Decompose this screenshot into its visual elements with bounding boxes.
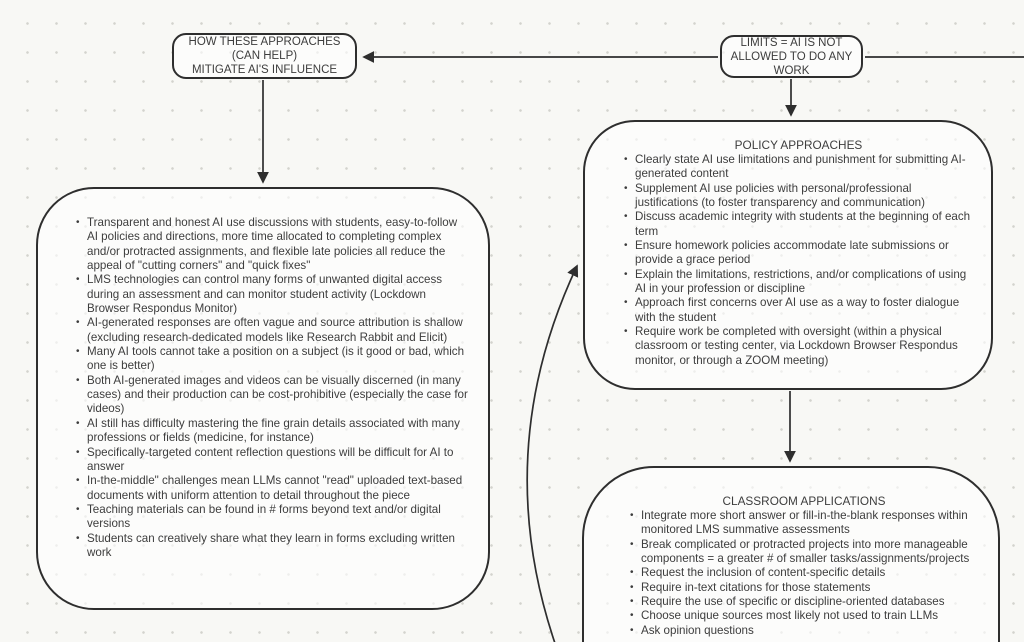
node-mitigate-label-line: (CAN HELP): [231, 50, 298, 62]
bullet-item: • Teaching materials can be found in # forms beyond text and/or digital versions: [74, 503, 468, 532]
bullet-item: • Require work be completed with oversight (within a physical classroom or testing center, via Lockdown Browser Respondus monitor, or through a ZOOM meeting): [622, 325, 975, 368]
node-limits-label[interactable]: [720, 35, 863, 78]
classroom-applications-title: CLASSROOM APPLICATIONS: [722, 494, 886, 508]
policy-bullet-list: [622, 153, 975, 368]
bullet-item: • Discuss academic integrity with students at the beginning of each term: [622, 210, 975, 239]
bullet-item: • Integrate more short answer or fill-in-the-blank responses within monitored LMS summative assessments: [628, 509, 980, 538]
bullet-item: • Clearly state AI use limitations and punishment for submitting AI-generated content: [622, 153, 975, 182]
bullet-item: • Specifically-targeted content reflection questions will be difficult for AI to answer: [74, 446, 468, 475]
node-mitigate-label-line: MITIGATE AI'S INFLUENCE: [191, 64, 338, 76]
bullet-item: • AI still has difficulty mastering the fine grain details associated with many professions or fields (medicine, for instance): [74, 417, 468, 446]
bullet-item: • Require in-text citations for those statements: [628, 581, 980, 595]
bullet-item: • Ask opinion questions: [628, 624, 980, 638]
bullet-item: • LMS technologies can control many forms of unwanted digital access during an assessment and can monitor student activity (Lockdown Browser Respondus Monitor): [74, 273, 468, 316]
bullet-item: • Require the use of specific or discipline-oriented databases: [628, 595, 980, 609]
node-policy-approaches[interactable]: [583, 120, 993, 390]
node-limits-label-line: ALLOWED TO DO ANY: [730, 50, 853, 63]
bullet-item: • Supplement AI use policies with personal/professional justifications (to foster transparency and communication): [622, 182, 975, 211]
bullet-item: • Transparent and honest AI use discussions with students, easy-to-follow AI policies and directions, more time allocated to completing complex and/or protracted assignments, and flexible late policies all reduce the appeal of "cutting corners" and "quick fixes": [74, 216, 468, 273]
node-mitigate-label[interactable]: [172, 33, 357, 79]
bullet-item: • Approach first concerns over AI use as a way to foster dialogue with the student: [622, 296, 975, 325]
bullet-item: • Students can creatively share what they learn in forms excluding written work: [74, 532, 468, 561]
mitigation-bullet-list: [74, 216, 468, 560]
bullet-item: • AI-generated responses are often vague and source attribution is shallow (excluding research-dedicated models like Research Rabbit and Elicit): [74, 316, 468, 345]
classroom-bullet-list: [628, 509, 980, 638]
connector-bottom-to-policy: [527, 266, 577, 642]
node-mitigation-list[interactable]: [36, 187, 490, 610]
bullet-item: • Both AI-generated images and videos can be visually discerned (in many cases) and their production can be cost-prohibitive (especially the case for videos): [74, 374, 468, 417]
bullet-item: • Break complicated or protracted projects into more manageable components = a greater # of smaller tasks/assignments/projects: [628, 538, 980, 567]
policy-approaches-title: POLICY APPROACHES: [734, 138, 863, 152]
node-limits-label-line: WORK: [773, 64, 810, 77]
bullet-item: • Many AI tools cannot take a position on a subject (is it good or bad, which one is better): [74, 345, 468, 374]
bullet-item: • Choose unique sources most likely not used to train LLMs: [628, 609, 980, 623]
bullet-item: • Request the inclusion of content-specific details: [628, 566, 980, 580]
node-classroom-applications[interactable]: [582, 466, 1000, 642]
bullet-item: • Explain the limitations, restrictions, and/or complications of using AI in your profession or discipline: [622, 268, 975, 297]
node-mitigate-label-line: HOW THESE APPROACHES: [188, 36, 341, 48]
bullet-item: • Ensure homework policies accommodate late submissions or provide a grace period: [622, 239, 975, 268]
bullet-item: • In-the-middle" challenges mean LLMs cannot "read" uploaded text-based documents with uniform attention to detail throughout the piece: [74, 474, 468, 503]
node-limits-label-line: LIMITS = AI IS NOT: [740, 36, 843, 49]
